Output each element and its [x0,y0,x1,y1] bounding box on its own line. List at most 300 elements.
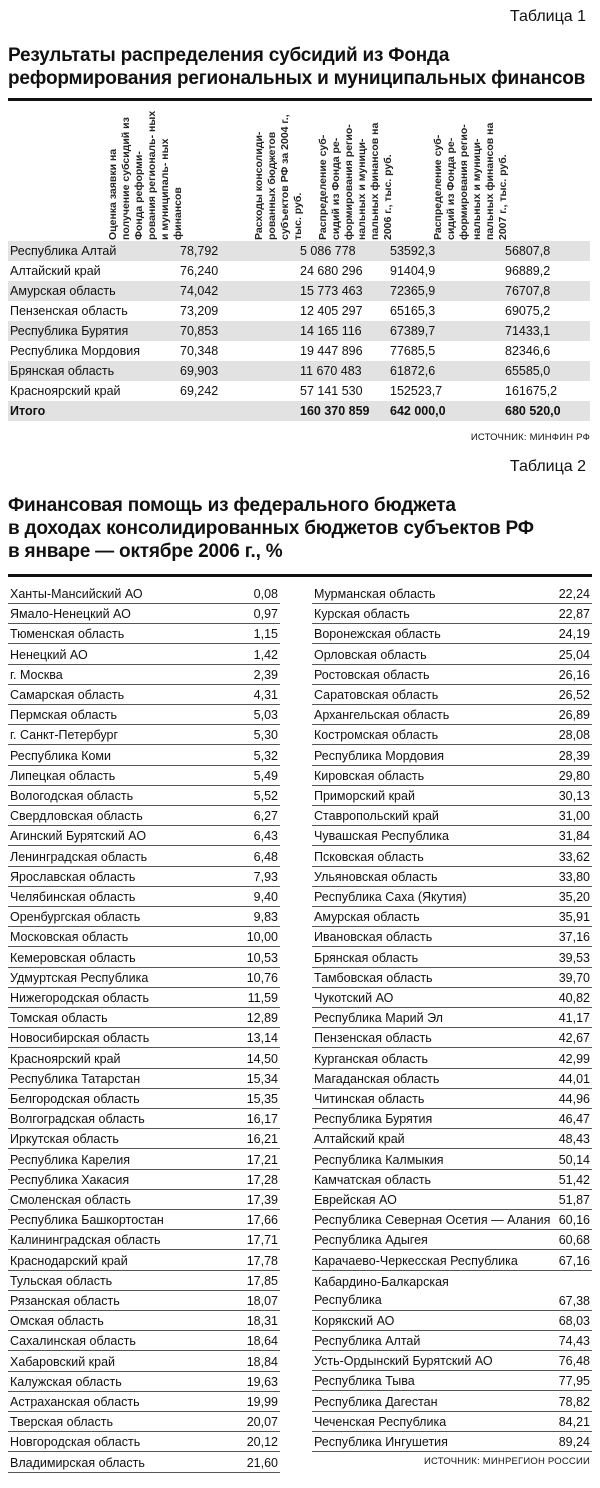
region-name: Усть-Ордынский Бурятский АО [314,1354,493,1369]
region-value: 11,59 [247,991,278,1005]
table2-title [8,494,593,563]
table-row [8,645,280,665]
region-value: 60,16 [558,1213,590,1228]
table-row [312,1311,592,1331]
row-name: Республика Мордовия [10,344,140,358]
table-row [312,1069,592,1089]
region-value: 77,95 [558,1374,590,1389]
table-row [312,1432,592,1452]
region-name: Тверская область [10,1415,113,1430]
table-row [8,705,280,725]
table-row [312,806,592,826]
table-row [8,826,280,846]
table-row [8,1453,280,1473]
region-name: Сахалинская область [10,1334,136,1349]
table-row [312,705,592,725]
table-row [8,1271,280,1291]
table-row [8,867,280,887]
region-value: 39,70 [558,970,590,985]
table-row [8,948,280,968]
region-name: Свердловская область [10,809,143,824]
table-row [312,1392,592,1412]
table2-title-line: Финансовая помощь из федерального бюджета [8,495,456,516]
table-row [8,1190,280,1210]
cell-score: 70,853 [180,324,219,338]
table-row [8,1109,280,1129]
region-name: Кировская область [314,768,425,783]
table-row [8,1432,280,1452]
region-value: 37,16 [558,930,590,945]
cell-expenses: 12 405 297 [300,304,363,318]
table-row [312,1129,592,1149]
region-value: 10,53 [246,950,278,965]
table1-header-4 [432,108,579,240]
row-name: Брянская область [10,364,115,378]
region-name: Саратовская область [314,688,439,702]
region-name: Ямало-Ненецкий АО [10,607,131,622]
region-name: Республика Башкортостан [10,1213,164,1228]
cell-2006: 61872,6 [390,364,436,378]
table-row [8,988,280,1008]
table-row [312,1371,592,1391]
region-value: 31,00 [558,809,590,824]
region-value: 16,21 [246,1132,278,1147]
region-value: 42,99 [558,1051,590,1066]
region-value: 48,43 [558,1132,590,1147]
region-value: 0,08 [253,587,278,601]
table-row [312,766,592,786]
cell-score: 73,209 [180,304,219,318]
region-name: Кабардино-Балкарская Республика [314,1274,449,1307]
table-row [312,1230,592,1250]
region-value: 10,00 [246,930,278,945]
cell-score: 76,240 [180,264,219,278]
region-name: Тульская область [10,1273,113,1288]
region-value: 41,17 [558,1011,590,1026]
table-row [312,685,592,705]
region-value: 0,97 [253,607,278,622]
table-row [8,381,590,401]
region-value: 15,35 [246,1092,278,1106]
region-value: 7,93 [253,869,278,884]
region-value: 21,60 [246,1455,278,1470]
region-name: Липецкая область [10,768,116,783]
region-name: Самарская область [10,688,125,702]
region-value: 35,20 [558,890,590,904]
region-value: 18,84 [246,1354,278,1369]
region-name: Республика Марий Эл [314,1011,443,1026]
table-row [312,988,592,1008]
region-name: Пензенская область [314,1031,432,1046]
region-name: Республика Коми [10,748,112,763]
region-name: Ленинградская область [10,849,148,864]
region-name: Тюменская область [10,627,125,642]
region-value: 46,47 [558,1112,590,1127]
table-row [8,1291,280,1311]
region-value: 19,63 [246,1374,278,1389]
table-row [8,1412,280,1432]
cell-2007: 71433,1 [505,324,551,338]
region-name: Вологодская область [10,789,134,803]
cell-2007: 680 520,0 [505,404,561,418]
row-name: Республика Алтай [10,244,117,258]
region-value: 22,87 [558,607,590,622]
region-value: 20,12 [246,1435,278,1450]
region-name: Магаданская область [314,1071,440,1086]
region-name: Республика Саха (Якутия) [314,890,467,904]
table-row [8,624,280,644]
cell-expenses: 57 141 530 [300,384,363,398]
table-row [8,1129,280,1149]
region-value: 44,01 [558,1071,590,1086]
cell-score: 78,792 [180,244,219,258]
table-row [312,1412,592,1432]
region-value: 17,39 [246,1193,278,1207]
table1-top-rule [8,98,592,101]
region-value: 5,32 [253,748,278,763]
cell-2007: 82346,6 [505,344,551,358]
region-value: 17,28 [246,1172,278,1187]
region-value: 35,91 [558,910,590,925]
region-value: 17,78 [246,1253,278,1268]
region-value: 78,82 [558,1394,590,1409]
region-value: 20,07 [246,1415,278,1430]
region-name: Ярославская область [10,869,136,884]
region-value: 51,87 [558,1193,590,1207]
region-name: Республика Северная Осетия — Алания [314,1213,551,1228]
region-name: Ульяновская область [314,869,438,884]
region-name: Республика Мордовия [314,748,444,763]
table-row [312,1190,592,1210]
cell-expenses: 5 086 778 [300,244,356,258]
table-row [312,746,592,766]
region-value: 18,64 [246,1334,278,1349]
region-value: 6,27 [253,809,278,824]
region-value: 1,42 [253,647,278,662]
table-total-row [8,401,590,421]
table-row [8,321,590,341]
region-value: 33,62 [558,849,590,864]
region-name: Калужская область [10,1374,122,1389]
table-row [8,361,590,381]
table-row [312,887,592,907]
table-row [8,1170,280,1190]
region-value: 5,30 [253,728,278,743]
table-row [8,1392,280,1412]
cell-expenses: 14 165 116 [300,324,362,338]
region-name: Агинский Бурятский АО [10,829,147,844]
region-name: Астраханская область [10,1395,140,1409]
region-name: Воронежская область [314,627,441,642]
region-value: 4,31 [253,688,278,702]
region-name: Псковская область [314,849,424,864]
cell-2006: 152523,7 [390,384,443,398]
region-name: Республика Ингушетия [314,1435,448,1449]
region-value: 60,68 [558,1233,590,1248]
region-value: 39,53 [558,950,590,965]
table-row [8,1150,280,1170]
region-name: Карачаево-Черкесская Республика [314,1253,518,1268]
region-value: 17,21 [246,1152,278,1167]
table-row [312,1028,592,1048]
cell-2007: 69075,2 [505,304,551,318]
table1-title-line: реформирования региональных и муниципальных финансов [8,68,586,89]
row-name: Алтайский край [10,264,101,278]
table-row [312,1271,592,1311]
region-name: Мурманская область [314,587,436,601]
table-row [8,1311,280,1331]
region-value: 26,16 [558,667,590,682]
region-value: 18,31 [246,1314,278,1329]
cell-2006: 77685,5 [390,344,436,358]
region-value: 12,89 [246,1011,278,1026]
row-name: Красноярский край [10,384,121,398]
table-row [8,1049,280,1069]
region-name: г. Санкт-Петербург [10,728,119,743]
table-row [8,847,280,867]
region-name: Амурская область [314,910,420,925]
region-name: Новосибирская область [10,1031,150,1046]
region-value: 24,19 [558,627,590,642]
row-name: Итого [10,404,46,418]
region-name: Омская область [10,1314,104,1329]
region-value: 50,14 [558,1152,590,1167]
table1-header-text: Расходы консолиди- рованных бюджетов субъектов РФ за 2004 г., тыс. руб. [253,114,304,240]
table-row [8,1230,280,1250]
table-row [312,786,592,806]
table2-title-line: в январе — октябре 2006 г., % [8,541,283,562]
table-row [312,604,592,624]
cell-expenses: 15 773 463 [300,284,363,298]
region-name: Республика Карелия [10,1152,130,1167]
cell-score: 69,242 [180,384,219,398]
table1-title [8,44,593,90]
table-row [8,1372,280,1392]
table-row [8,1069,280,1089]
table-row [312,867,592,887]
region-name: Калининградская область [10,1233,161,1248]
table-row [8,665,280,685]
region-value: 44,96 [558,1092,590,1106]
table2-source: ИСТОЧНИК: МИНРЕГИОН РОССИИ [424,1456,590,1467]
cell-score: 69,903 [180,364,219,378]
table-row [8,968,280,988]
region-value: 14,50 [246,1051,278,1066]
table-row [8,927,280,947]
region-name: Республика Хакасия [10,1172,130,1187]
table-row [8,786,280,806]
region-name: Иркутская область [10,1132,119,1147]
region-name: Кемеровская область [10,950,136,965]
table-row [8,1251,280,1271]
cell-2007: 56807,8 [505,244,551,258]
cell-2007: 76707,8 [505,284,551,298]
region-name: Курганская область [314,1051,428,1066]
region-value: 89,24 [558,1435,590,1449]
region-name: Московская область [10,930,129,945]
cell-expenses: 160 370 859 [300,404,370,418]
table-row [8,241,590,261]
region-name: Красноярский край [10,1051,121,1066]
region-value: 9,40 [253,890,278,904]
region-value: 17,85 [246,1273,278,1288]
region-name: Еврейская АО [314,1193,397,1207]
region-name: Смоленская область [10,1193,131,1207]
table1-header-1 [107,108,254,240]
cell-2006: 72365,9 [390,284,436,298]
region-value: 1,15 [253,627,278,642]
table-row [8,1008,280,1028]
table-row [8,746,280,766]
region-name: Челябинская область [10,890,136,904]
table1-label: Таблица 1 [509,8,586,25]
table2-label: Таблица 2 [509,458,586,475]
region-name: Томская область [10,1011,108,1026]
table-row [8,1331,280,1351]
region-name: Ивановская область [314,930,433,945]
row-name: Амурская область [10,284,116,298]
region-name: Алтайский край [314,1132,405,1147]
table-row [312,1109,592,1129]
table-row [8,1089,280,1109]
table-row [312,1351,592,1371]
table-row [312,927,592,947]
region-name: Республика Алтай [314,1334,421,1348]
region-name: Приморский край [314,789,415,803]
table-row [312,1251,592,1271]
region-value: 25,04 [558,647,590,662]
region-value: 6,43 [253,829,278,844]
table-row [312,665,592,685]
table-row [312,826,592,846]
region-value: 30,13 [558,789,590,803]
region-name: Республика Дагестан [314,1394,438,1409]
table-row [312,948,592,968]
region-value: 2,39 [253,667,278,682]
region-name: Курская область [314,607,410,622]
region-name: Республика Татарстан [10,1071,141,1086]
region-name: Оренбургская область [10,910,141,925]
region-value: 40,82 [558,991,590,1005]
table-row [312,1049,592,1069]
cell-expenses: 19 447 896 [300,344,363,358]
table-row [8,685,280,705]
region-name: Волгоградская область [10,1112,145,1127]
cell-2006: 642 000,0 [390,404,446,418]
cell-2006: 65165,3 [390,304,436,318]
cell-expenses: 11 670 483 [300,364,362,378]
region-name: Республика Бурятия [314,1112,433,1127]
region-value: 67,38 [558,1293,590,1308]
region-value: 67,16 [558,1253,590,1268]
table1-source: ИСТОЧНИК: МИНФИН РФ [470,432,590,443]
cell-score: 74,042 [180,284,219,298]
cell-2006: 91404,9 [390,264,436,278]
table-row [312,1008,592,1028]
table-row [8,261,590,281]
table-row [8,806,280,826]
region-name: Читинская область [314,1092,425,1106]
table-row [312,1089,592,1109]
table-row [312,624,592,644]
region-name: Орловская область [314,647,427,662]
table1-header-text: Распределение суб- сидий из Фонда ре- формирования регио- нальных и муници- пальных финансов на 2007 г., тыс. руб. [432,122,509,240]
region-name: Пермская область [10,708,117,723]
cell-2006: 53592,3 [390,244,436,258]
region-name: Ханты-Мансийский АО [10,587,143,601]
region-name: г. Москва [10,667,63,682]
table-row [8,341,590,361]
region-value: 68,03 [558,1313,590,1328]
region-name: Рязанская область [10,1294,120,1308]
region-name: Республика Калмыкия [314,1152,444,1167]
region-value: 22,24 [558,587,590,601]
region-value: 5,52 [253,789,278,803]
region-name: Чеченская Республика [314,1414,447,1429]
row-name: Республика Бурятия [10,324,129,338]
region-value: 17,66 [246,1213,278,1228]
table-row [8,1352,280,1372]
table-row [312,1150,592,1170]
table-row [8,1210,280,1230]
cell-score: 70,348 [180,344,219,358]
region-value: 31,84 [558,829,590,844]
region-name: Нижегородская область [10,991,149,1005]
region-value: 76,48 [558,1354,590,1369]
region-value: 51,42 [558,1172,590,1187]
region-name: Хабаровский край [10,1354,116,1369]
table2-title-line: в доходах консолидированных бюджетов субъектов РФ [8,518,534,539]
region-name: Костромская область [314,728,439,743]
region-value: 28,08 [558,728,590,743]
row-name: Пензенская область [10,304,128,318]
table-row [312,645,592,665]
cell-2007: 65585,0 [505,364,551,378]
cell-2007: 96889,2 [505,264,551,278]
region-value: 28,39 [558,748,590,763]
region-value: 5,49 [253,768,278,783]
cell-2006: 67389,7 [390,324,436,338]
region-value: 19,99 [246,1395,278,1409]
table-row [312,847,592,867]
cell-2007: 161675,2 [505,384,558,398]
region-value: 16,17 [246,1112,278,1127]
table-row [312,1210,592,1230]
table-row [8,301,590,321]
region-value: 18,07 [246,1294,278,1308]
table-row [312,725,592,745]
region-value: 10,76 [246,970,278,985]
region-name: Ростовская область [314,667,430,682]
region-value: 15,34 [246,1071,278,1086]
region-name: Камчатская область [314,1172,432,1187]
region-value: 42,67 [558,1031,590,1046]
table1-header-text: Оценка заявки на получение субсидий из Фонда реформи- рования региональ- ных и муниципаль- ных финансов [107,110,184,240]
region-name: Брянская область [314,950,419,965]
table-row [8,604,280,624]
region-value: 17,71 [246,1233,278,1248]
table2-top-rule [8,574,592,577]
region-value: 29,80 [558,768,590,783]
region-value: 74,43 [558,1334,590,1348]
table-row [312,584,592,604]
table1-title-line: Результаты распределения субсидий из Фонда [8,45,450,66]
region-value: 9,83 [253,910,278,925]
region-name: Удмуртская Республика [10,970,149,985]
table-row [8,281,590,301]
region-value: 26,52 [558,688,590,702]
region-value: 13,14 [246,1031,278,1046]
